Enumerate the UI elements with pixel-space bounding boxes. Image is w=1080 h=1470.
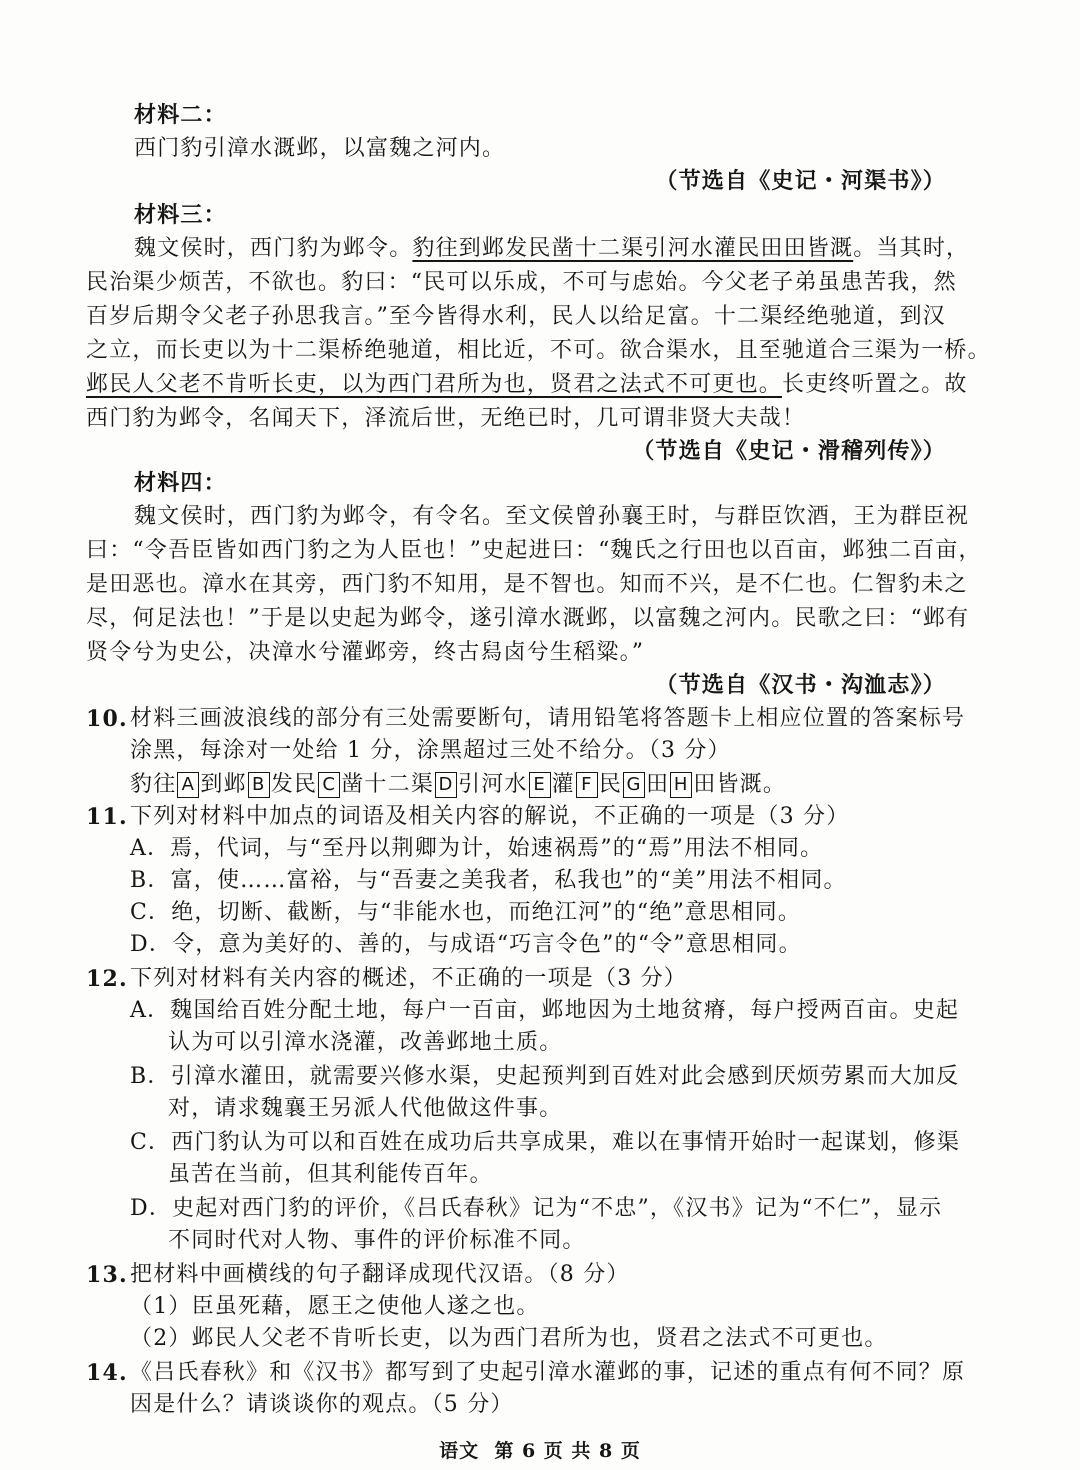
q13-sentence-1: （1）臣虽死藉，愿王之使他人遂之也。	[130, 1294, 540, 1319]
material4-line-3: 是田恶也。漳水在其旁，西门豹不知用，是不智也。知而不兴，是不仁也。仁智豹未之	[86, 572, 968, 597]
q10-segment: 田	[646, 772, 670, 797]
material2-text: 西门豹引漳水溉邺，以富魏之河内。	[134, 136, 506, 161]
page-footer: 语文 第 6 页 共 8 页	[439, 1440, 641, 1462]
q12-stem: 下列对材料有关内容的概述，不正确的一项是（3 分）	[130, 966, 687, 991]
q11-number: 11.	[86, 804, 128, 830]
material4-heading: 材料四：	[134, 470, 227, 496]
q10-option-box[interactable]: G	[623, 772, 645, 798]
q12-option-a-line-2: 认为可以引漳水浇灌，改善邺地土质。	[168, 1030, 563, 1055]
material3-line-5	[86, 370, 968, 400]
q11-stem: 下列对材料中加点的词语及相关内容的解说，不正确的一项是（3 分）	[130, 804, 850, 829]
q11-option-d: D．令，意为美好的、善的，与成语“巧言令色”的“令”意思相同。	[130, 932, 802, 957]
q10-option-box[interactable]: C	[318, 772, 340, 798]
q14-number: 14.	[86, 1360, 128, 1386]
q10-stem-line-1: 材料三画波浪线的部分有三处需要断句，请用铅笔将答题卡上相应位置的答案标号	[130, 706, 966, 731]
q14-stem-line-2: 因是什么？请谈谈你的观点。（5 分）	[130, 1392, 514, 1417]
material3-line-5b: 长吏终听置之。故	[782, 372, 968, 397]
q10-segment: 凿十二渠	[341, 772, 435, 797]
material4-source: （节选自《汉书・沟洫志》）	[655, 672, 946, 698]
material3-line-1a: 魏文侯时，西门豹为邺令。	[134, 236, 413, 261]
material3-source: （节选自《史记・滑稽列传》）	[632, 438, 946, 464]
q12-number: 12.	[86, 966, 128, 992]
q13-stem: 把材料中画横线的句子翻译成现代汉语。（8 分）	[130, 1262, 630, 1287]
q10-segment: 发民	[270, 772, 318, 797]
q12-option-b-line-2: 对，请求魏襄王另派人代他做这件事。	[168, 1096, 563, 1121]
material4-line-4: 尽，何足法也！”于是以史起为邺令，遂引漳水溉邺，以富魏之河内。民歌之曰：“邺有	[86, 606, 970, 631]
q10-segment: 引河水	[458, 772, 528, 797]
q14-stem-line-1: 《吕氏春秋》和《汉书》都写到了史起引漳水灌邺的事，记述的重点有何不同？原	[130, 1360, 966, 1385]
q12-option-d-line-1: D．史起对西门豹的评价，《吕氏春秋》记为“不忠”，《汉书》记为“不仁”，显示	[130, 1196, 943, 1221]
material2-heading: 材料二：	[134, 102, 227, 128]
q13-sentence-2: （2）邺民人父老不肯听长吏，以为西门君所为也，贤君之法式不可更也。	[130, 1326, 888, 1351]
q10-option-box[interactable]: B	[248, 772, 270, 798]
q12-option-c-line-2: 虽苦在当前，但其利能传百年。	[168, 1162, 493, 1187]
q11-option-a: A．焉，代词，与“至丹以荆卿为计，始速祸焉”的“焉”用法不相同。	[130, 836, 824, 861]
underlined-sentence-2: 邺民人父老不肯听长吏，以为西门君所为也，贤君之法式不可更也。	[86, 372, 783, 397]
material3-line-1	[134, 234, 969, 264]
q10-option-box[interactable]: F	[576, 772, 598, 798]
q12-option-c-line-1: C．西门豹认为可以和百姓在成功后共享成果，难以在事情开始时一起谋划，修渠	[130, 1130, 961, 1155]
q10-segment: 灌	[551, 772, 575, 797]
material3-line-3: 百岁后期令父老子孙思我言。”至今皆得水利，民人以给足富。十二渠经绝驰道，到汉	[86, 304, 946, 329]
underlined-sentence-1: 豹往到邺发民凿十二渠引河水灌民田田皆溉	[412, 236, 854, 261]
q12-option-d-line-2: 不同时代对人物、事件的评价标准不同。	[168, 1228, 586, 1253]
material3-line-1c: 。当其时，	[853, 236, 970, 261]
q10-answer-options	[130, 770, 786, 800]
q11-option-b: B．富，使……富裕，与“吾妻之美我者，私我也”的“美”用法不相同。	[130, 868, 847, 893]
material3-line-2: 民治渠少烦苦，不欲也。豹曰：“民可以乐成，不可与虑始。今父老子弟虽患苦我，然	[86, 270, 957, 295]
material3-line-6: 西门豹为邺令，名闻天下，泽流后世，无绝已时，几可谓非贤大夫哉！	[86, 406, 806, 431]
material3-line-4: 之立，而长吏以为十二渠桥绝驰道，相比近，不可。欲合渠水，且至驰道合三渠为一桥。	[86, 338, 991, 363]
q10-option-box[interactable]: E	[529, 772, 551, 798]
q12-option-b-line-1: B．引漳水灌田，就需要兴修水渠，史起预判到百姓对此会感到厌烦劳累而大加反	[130, 1064, 960, 1089]
q10-number: 10.	[86, 706, 128, 732]
q10-segment: 豹往	[130, 772, 177, 797]
material2-source: （节选自《史记・河渠书》）	[655, 168, 946, 194]
material3-heading: 材料三：	[134, 202, 227, 228]
q11-option-c: C．绝，切断、截断，与“非能水也，而绝江河”的“绝”意思相同。	[130, 900, 802, 925]
q10-segment: 到邺	[200, 772, 247, 797]
q10-option-box[interactable]: D	[435, 772, 457, 798]
q10-option-box[interactable]: A	[177, 772, 199, 798]
q13-number: 13.	[86, 1262, 128, 1288]
q10-stem-line-2: 涂黑，每涂对一处给 1 分，涂黑超过三处不给分。（3 分）	[130, 738, 731, 763]
q10-option-box[interactable]: H	[670, 772, 692, 798]
material4-line-1: 魏文侯时，西门豹为邺令，有令名。至文侯曾孙襄王时，与群臣饮酒，王为群臣祝	[134, 504, 970, 529]
material4-line-5: 贤令兮为史公，决漳水兮灌邺旁，终古舄卤兮生稻粱。”	[86, 640, 645, 665]
q12-option-a-line-1: A．魏国给百姓分配土地，每户一百亩，邺地因为土地贫瘠，每户授两百亩。史起	[130, 998, 960, 1023]
q10-segment: 田皆溉。	[693, 772, 787, 797]
material4-line-2: 曰：“令吾臣皆如西门豹之为人臣也！”史起进曰：“魏氏之行田也以百亩，邺独二百亩，	[86, 538, 982, 563]
q10-segment: 民	[598, 772, 623, 797]
